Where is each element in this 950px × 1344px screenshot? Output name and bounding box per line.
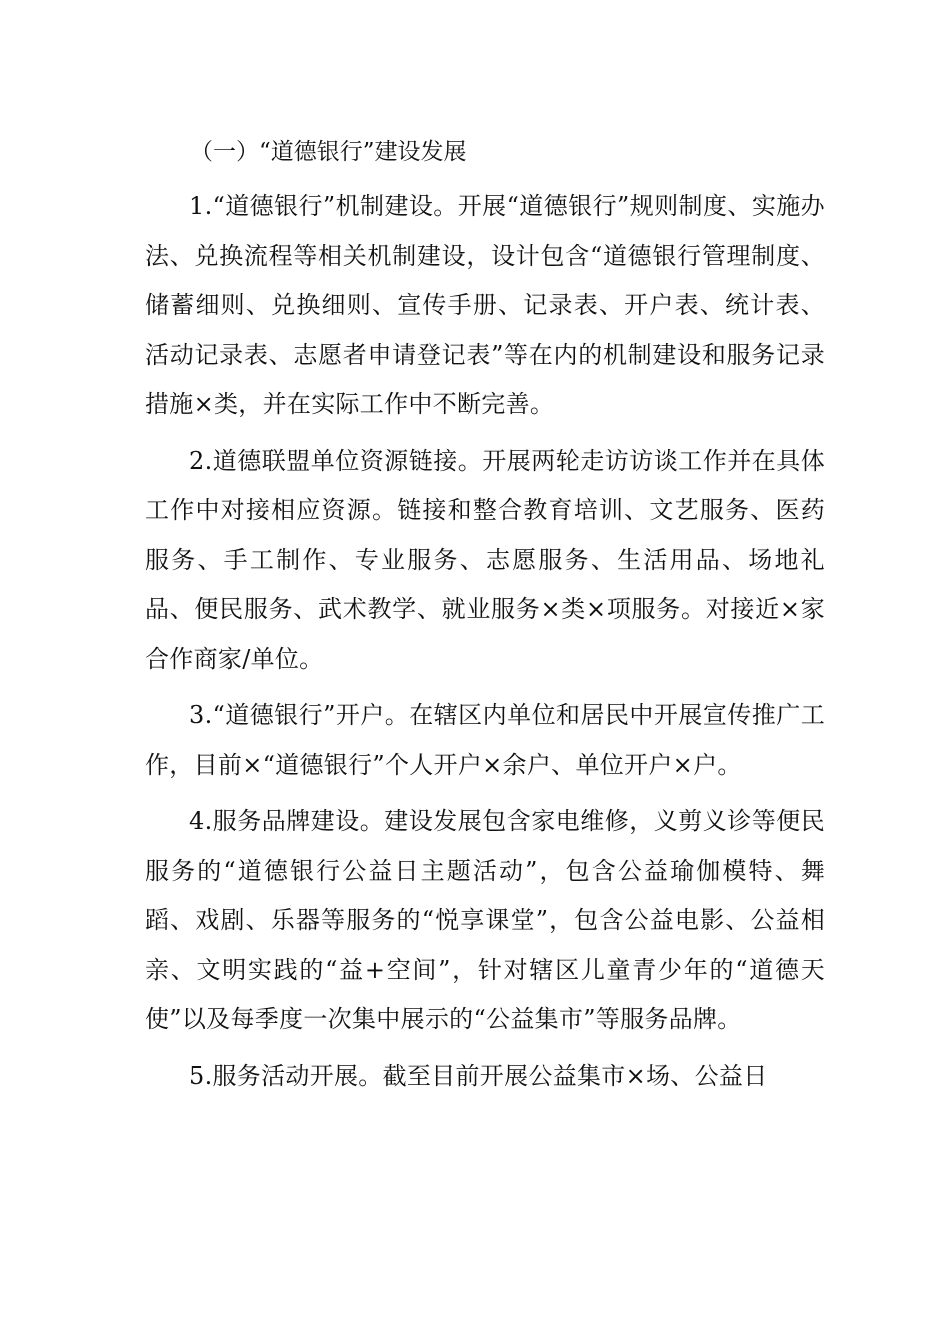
document-body <box>145 128 825 1101</box>
paragraph-account-opening: 3.“道德银行”开户。在辖区内单位和居民中开展宣传推广工作，目前×“道德银行”个人开户×余户、单位开户×户。 <box>145 701 825 779</box>
paragraph-service-activities: 5.服务活动开展。截至目前开展公益集市×场、公益日 <box>189 1061 768 1090</box>
paragraph-alliance-resource-linking: 2.道德联盟单位资源链接。开展两轮走访访谈工作并在具体工作中对接相应资源。链接和整合教育培训、文艺服务、医药服务、手工制作、专业服务、志愿服务、生活用品、场地礼品、便民服务、武术教学、就业服务×类×项服务。对接近×家合作商家/单位。 <box>145 446 825 673</box>
section-heading: （一）“道德银行”建设发展 <box>190 139 467 165</box>
paragraph-mechanism-construction: 1.“道德银行”机制建设。开展“道德银行”规则制度、实施办法、兑换流程等相关机制建设，设计包含“道德银行管理制度、储蓄细则、兑换细则、宣传手册、记录表、开户表、统计表、活动记录表、志愿者申请登记表”等在内的机制建设和服务记录措施×类，并在实际工作中不断完善。 <box>145 192 825 418</box>
paragraph-service-brand-building: 4.服务品牌建设。建设发展包含家电维修，义剪义诊等便民服务的“道德银行公益日主题活动”，包含公益瑜伽模特、舞蹈、戏剧、乐器等服务的“悦享课堂”，包含公益电影、公益相亲、文明实践的“益+空间”，针对辖区儿童青少年的“道德天使”以及每季度一次集中展示的“公益集市”等服务品牌。 <box>145 807 825 1033</box>
